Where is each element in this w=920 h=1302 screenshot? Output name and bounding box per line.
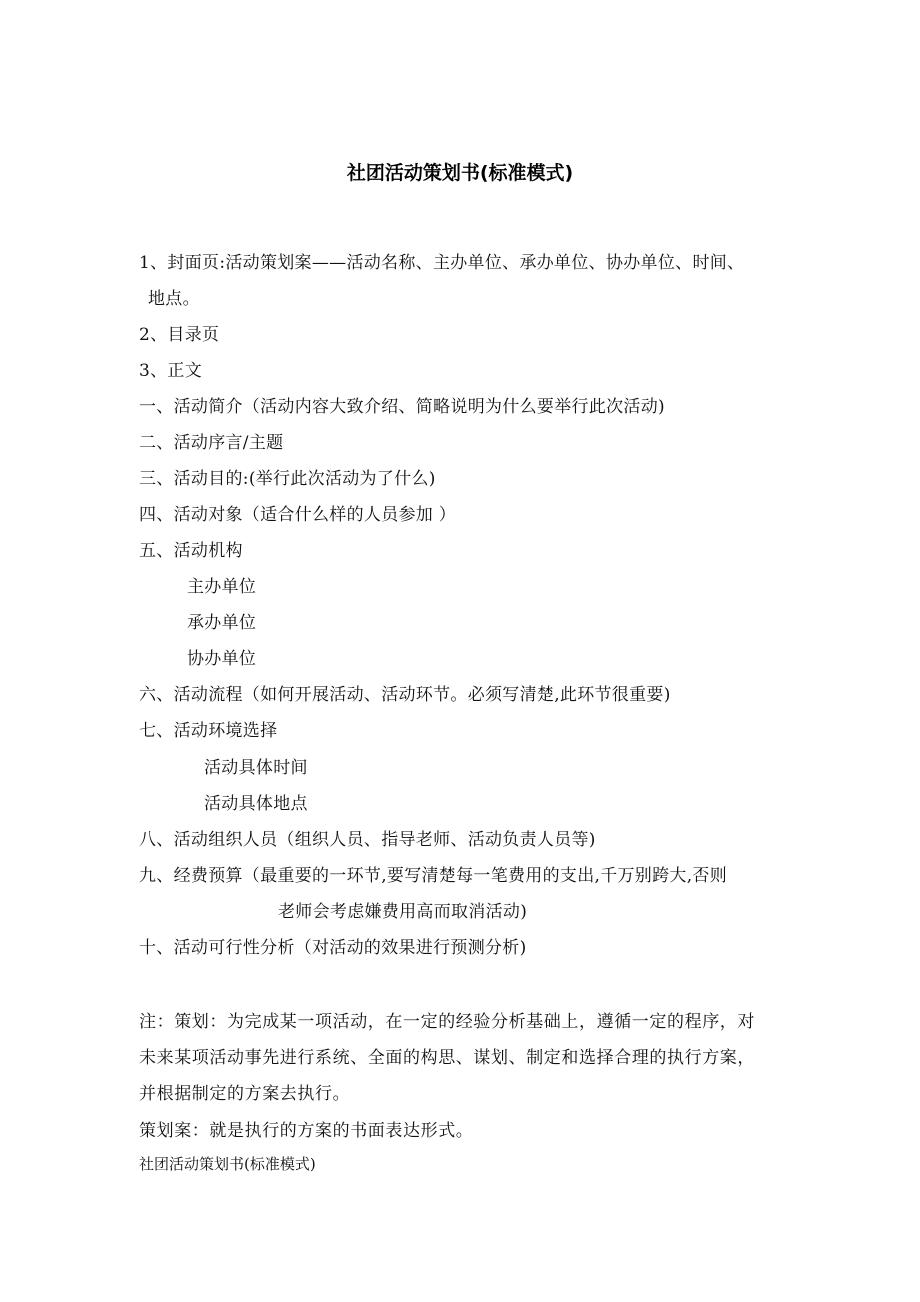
section-2-theme: 二、活动序言/主题	[139, 433, 284, 453]
item-toc-page: 2、目录页	[139, 325, 220, 345]
section-6-process: 六、活动流程（如何开展活动、活动环节。必须写清楚,此环节很重要)	[139, 685, 671, 705]
note-line-1: 注：策划：为完成某一项活动，在一定的经验分析基础上，遵循一定的程序，对	[139, 1012, 755, 1032]
section-9-budget: 九、经费预算（最重要的一环节,要写清楚每一笔费用的支出,千万别跨大,否则	[139, 866, 728, 886]
section-8-staff: 八、活动组织人员（组织人员、指导老师、活动负责人员等)	[139, 830, 596, 850]
section-9-budget-cont: 老师会考虑嫌费用高而取消活动)	[278, 902, 528, 922]
item-cover-page-cont: 地点。	[148, 289, 200, 309]
section-7-environment: 七、活动环境选择	[139, 721, 278, 741]
note-line-2: 未来某项活动事先进行系统、全面的构思、谋划、制定和选择合理的执行方案，	[139, 1048, 755, 1068]
note-definition: 策划案：就是执行的方案的书面表达形式。	[139, 1121, 474, 1141]
document-title: 社团活动策划书(标准模式)	[346, 162, 574, 184]
sub-item-host: 主办单位	[187, 577, 257, 597]
document-footer: 社团活动策划书(标准模式)	[139, 1155, 316, 1173]
item-body: 3、正文	[139, 361, 203, 381]
sub-item-organizer: 承办单位	[187, 613, 257, 633]
sub-item-location: 活动具体地点	[204, 794, 308, 814]
sub-item-co-organizer: 协办单位	[187, 649, 257, 669]
sub-item-time: 活动具体时间	[204, 758, 308, 778]
section-10-feasibility: 十、活动可行性分析（对活动的效果进行预测分析)	[139, 938, 527, 958]
note-line-3: 并根据制定的方案去执行。	[139, 1084, 351, 1104]
section-1-intro: 一、活动简介（活动内容大致介绍、简略说明为什么要举行此次活动)	[139, 397, 665, 417]
section-5-organization: 五、活动机构	[139, 541, 243, 561]
item-cover-page: 1、封面页:活动策划案——活动名称、主办单位、承办单位、协办单位、时间、	[139, 253, 745, 273]
section-4-audience: 四、活动对象（适合什么样的人员参加 ）	[139, 505, 457, 525]
section-3-purpose: 三、活动目的:(举行此次活动为了什么)	[139, 469, 436, 489]
